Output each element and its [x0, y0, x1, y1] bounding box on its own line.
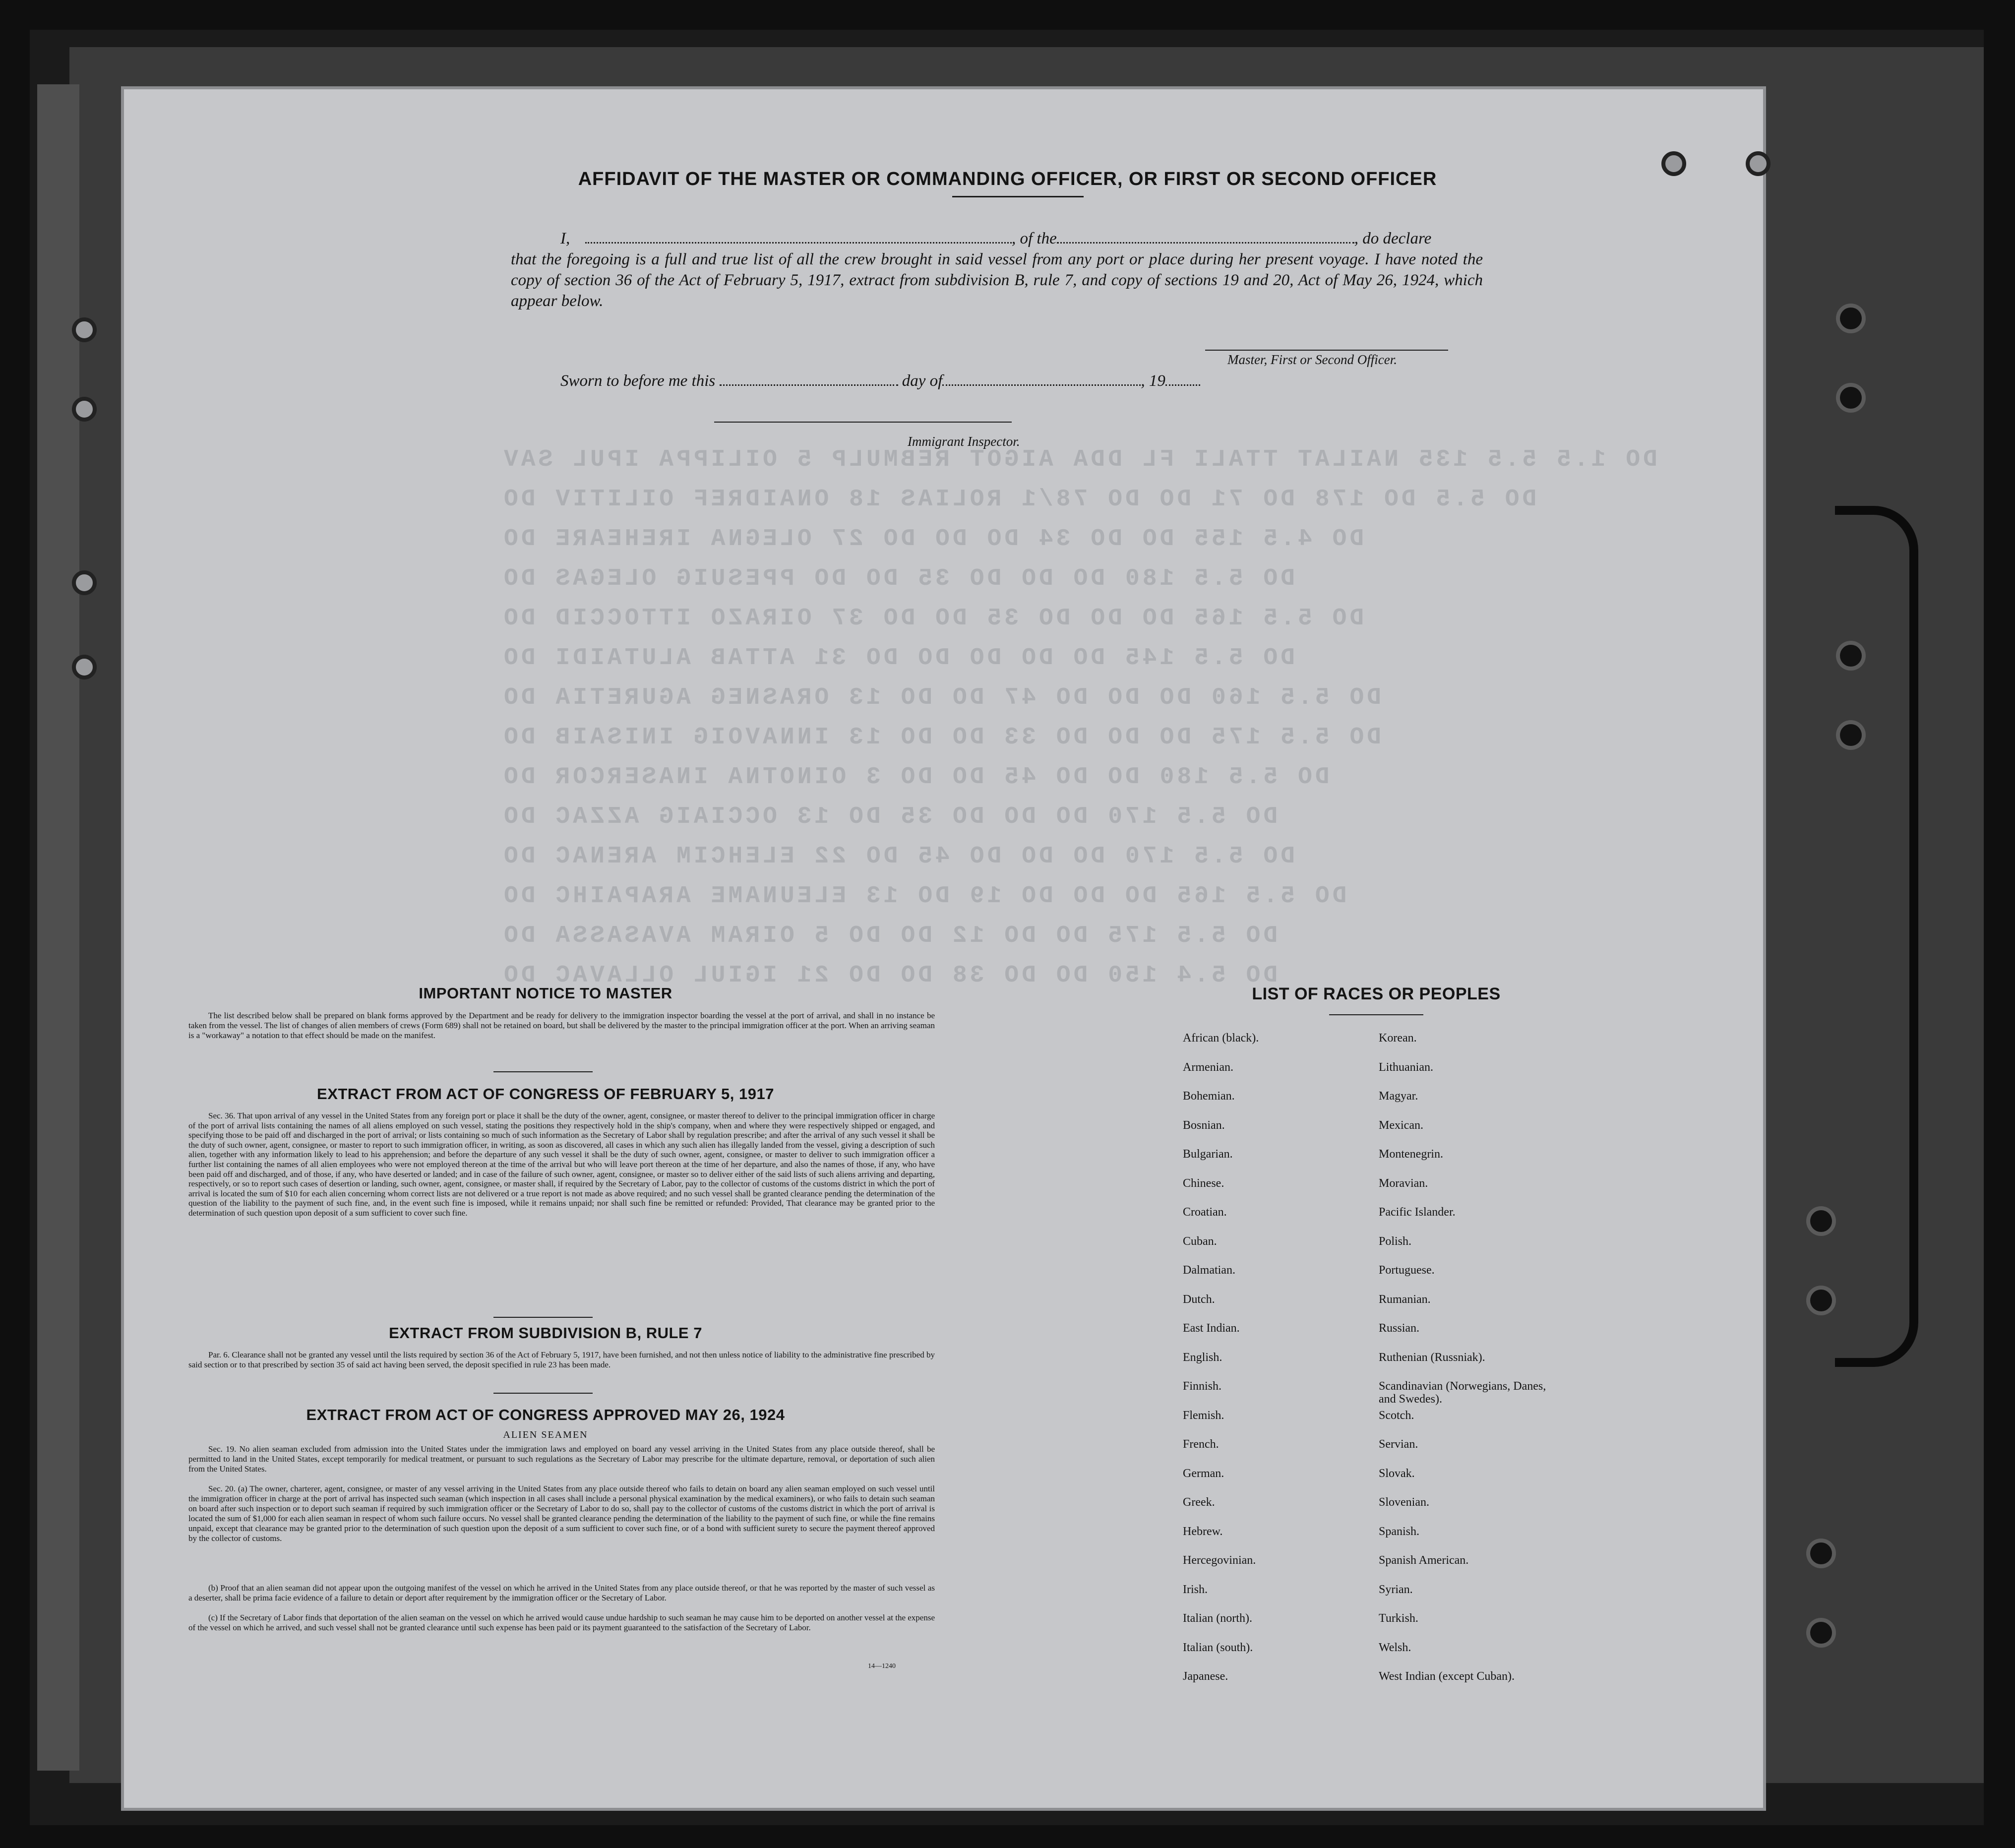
- race-item: Italian (north).: [1183, 1612, 1252, 1625]
- affidavit-declaration: [560, 227, 1483, 249]
- bleed-through-text: DO 5.5 170 DO DO DO 45 DO 22 ELEHCIM ARENAC DO: [501, 843, 1295, 870]
- binder-ring: [72, 570, 97, 595]
- race-item: Japanese.: [1183, 1670, 1228, 1683]
- master-signature-label: Master, First or Second Officer.: [1227, 352, 1397, 367]
- race-item: Hercegovinian.: [1183, 1554, 1256, 1567]
- punch-hole: [1840, 387, 1862, 409]
- races-title: LIST OF RACES OR PEOPLES: [1252, 985, 1501, 1003]
- vessel-blank[interactable]: [1057, 227, 1354, 244]
- sworn-line: [560, 370, 1255, 391]
- race-item: Rumanian.: [1379, 1293, 1431, 1306]
- extract-1917-rule: [493, 1317, 593, 1318]
- race-item: Cuban.: [1183, 1234, 1217, 1248]
- punch-hole: [1810, 1542, 1832, 1564]
- bleed-through-text: DO 5.5 180 DO DO DO 35 DO DO PPESUIG OLEGAS DO: [501, 565, 1295, 592]
- bleed-through-text: DO 5.5 160 DO DO DO 47 DO DO 13 ORASNEG AGURETIA DO: [501, 684, 1382, 711]
- race-item: Bosnian.: [1183, 1118, 1225, 1132]
- race-item: Bulgarian.: [1183, 1148, 1233, 1161]
- punch-hole: [1810, 1290, 1832, 1311]
- race-item: Italian (south).: [1183, 1641, 1253, 1654]
- bleed-through-text: DO 5.5 165 DO DO DO 19 DO 13 ELEUNAME ARAPAIHC DO: [501, 883, 1347, 910]
- race-item: East Indian.: [1183, 1322, 1240, 1335]
- race-item: Turkish.: [1379, 1612, 1418, 1625]
- race-item: Greek.: [1183, 1496, 1215, 1509]
- extract-1917-title: EXTRACT FROM ACT OF CONGRESS OF FEBRUARY 5, 1917: [317, 1085, 774, 1103]
- inspector-signature-line[interactable]: [714, 422, 1012, 423]
- bleed-through-text: DO 5.5 DO 178 DO 71 DO DO 78/1 ROLIAS 18 ONAIDREF OILITIV DO: [501, 486, 1537, 513]
- affidavit-i: I,: [560, 230, 570, 247]
- of-the-label: , of the: [1012, 230, 1057, 247]
- notice-text: The list described below shall be prepared on blank forms approved by the Department and be ready for delivery to the immigration inspector boarding the vessel at the port of arrival, and shall in no instance be taken from the vessel. The list of changes of alien members of crews (Form 689) shall not be retained on board, but shall be delivered by the master to the principal immigration officer at the port. When an arriving seaman is a "workaway" a notation to that effect should be made on the manifest.: [188, 1011, 935, 1040]
- race-item: Scotch.: [1379, 1409, 1414, 1422]
- notice-title: IMPORTANT NOTICE TO MASTER: [419, 985, 672, 1002]
- bleed-through-text: DO 5.5 175 DO DO 12 DO DO 5 OIRAM AVASASSA DO: [501, 923, 1278, 949]
- race-item: Montenegrin.: [1379, 1148, 1443, 1161]
- bleed-through-text: DO 5.5 180 DO DO 45 DO DO 3 OINOTNA INASERCOR DO: [501, 764, 1330, 791]
- race-item: Welsh.: [1379, 1641, 1411, 1654]
- binder-ring: [72, 397, 97, 422]
- race-item: French.: [1183, 1438, 1219, 1451]
- extract-rule7-rule: [493, 1393, 593, 1394]
- race-item: Hebrew.: [1183, 1525, 1223, 1538]
- extract-1924-title: EXTRACT FROM ACT OF CONGRESS APPROVED MAY 26, 1924: [306, 1406, 785, 1423]
- bleed-through-text: DO 4.5 155 DO DO 34 DO DO DO 27 OLEGNA IREHEARE DO: [501, 526, 1364, 553]
- race-item: Lithuanian.: [1379, 1060, 1433, 1074]
- race-item: Dalmatian.: [1183, 1264, 1235, 1277]
- bleed-through-text: DO 5.5 145 DO DO DO DO DO 31 ATTAB ALUTAIDI DO: [501, 645, 1295, 672]
- race-item: Bohemian.: [1183, 1090, 1235, 1103]
- affidavit-body: that the foregoing is a full and true list of all the crew brought in said vessel from any port or place during her present voyage. I have noted the copy of section 36 of the Act of February 5, 1917, extract from subdivision B, rule 7, and copy of sections 19 and 20, Act of May 26, 1924, which appear below.: [511, 250, 1483, 310]
- race-item: Armenian.: [1183, 1060, 1233, 1074]
- extract-1924-sec20a: Sec. 20. (a) The owner, charterer, agent, consignee, or master of any vessel arriving in the United States from any place outside thereof who fails to detain on board any alien seaman employed on such vessel until the immigration officer in charge at the port of arrival has inspected such seaman (which inspection in all cases shall include a personal physical examination by the medical examiners), or who fails to detain such seaman on board after such inspection or to deport such seaman if required by such immigration officer or the Secretary of Labor to do so, shall pay to the collector of customs of the customs district in which the port of arrival is located the sum of $1,000 for each alien seaman in respect of whom such failure occurs. No vessel shall be granted clearance pending the determination of the liability to the payment of such fine, or while the fine remains unpaid, except that clearance may be granted prior to the determination of such question upon the deposit of a sum sufficient to cover such fine, or of a bond with sufficient surety to secure the payment thereof approved by the collector of customs.: [188, 1484, 935, 1543]
- punch-hole: [1840, 645, 1862, 667]
- sworn-month-blank[interactable]: [942, 370, 1141, 386]
- alien-seamen-heading: ALIEN SEAMEN: [503, 1429, 588, 1440]
- race-item: Irish.: [1183, 1583, 1208, 1596]
- bleed-through-text: DO 5.5 165 DO DO DO 35 DO DO 37 OIRAZO ITTOCCID DO: [501, 605, 1364, 632]
- binder-strip: [37, 84, 79, 1771]
- bleed-through-text: DO 1.5 5.5 135 NAILAT TTALI FL DDA AIGOT REBMULP 5 OILIPPA IPUL SAV: [501, 446, 1657, 473]
- race-item: Servian.: [1379, 1438, 1418, 1451]
- race-item: Slovak.: [1379, 1467, 1415, 1480]
- extract-1917-text: Sec. 36. That upon arrival of any vessel in the United States from any foreign port or place it shall be the duty of the owner, agent, consignee, or master thereof to deliver to the principal immigration officer in charge of the port of arrival lists containing the names of all aliens employed on such vessel, stating the positions they respectively hold in the ship's company, when and where they were respectively shipped or engaged, and specifying those to be paid off and discharged in the port of arrival; or lists containing so much of such information as the Secretary of Labor shall by regulation prescribe; and after the arrival of any such vessel it shall be the duty of such owner, agent, consignee, or master to report to such immigration officer, in writing, as soon as discovered, all cases in which any such alien has illegally landed from the vessel, giving a description of such alien, together with any information likely to lead to his apprehension; and before the departure of any such vessel it shall be the duty of such owner, agent, consignee, or master to deliver to such immigration officer a further list containing the names of all alien employees who were not employed thereon at the time of the arrival but who will leave port thereon at the time of her departure, and also the names of those, if any, who have been paid off and discharged, and of those, if any, who have deserted or landed; and in case of the failure of such owner, agent, consignee, or master so to deliver either of the said lists of such aliens arriving and departing, respectively, or so to report such cases of desertion or landing, such owner, agent, consignee, or master shall, if required by the Secretary of Labor, pay to the collector of customs of the customs district in which the port of arrival is located the sum of $10 for each alien concerning whom correct lists are not delivered or a true report is not made as above required; and no such vessel shall be granted clearance pending the determination of the question of the liability to the payment of such fine, and, in the event such fine is imposed, while it remains unpaid; nor shall such fine be remitted or refunded: Provided, That clearance may be granted prior to the determination of such question upon deposit of a sum sufficient to cover such fine.: [188, 1111, 935, 1218]
- inspector-label: Immigrant Inspector.: [908, 434, 1020, 449]
- race-item: West Indian (except Cuban).: [1379, 1670, 1515, 1683]
- notice-rule: [493, 1071, 593, 1072]
- races-rule: [1329, 1014, 1423, 1015]
- race-item: Spanish.: [1379, 1525, 1420, 1538]
- race-item: Magyar.: [1379, 1090, 1418, 1103]
- race-item: Pacific Islander.: [1379, 1206, 1456, 1219]
- bleed-through-text: DO 5.5 170 DO DO DO 35 DO 13 OCCIAIG AZZAC DO: [501, 803, 1278, 830]
- race-item: Russian.: [1379, 1322, 1420, 1335]
- punch-hole: [1810, 1622, 1832, 1644]
- year-label: , 19: [1141, 372, 1165, 390]
- form-number: 14—1240: [868, 1663, 896, 1670]
- punch-hole: [1840, 308, 1862, 329]
- race-item: German.: [1183, 1467, 1224, 1480]
- extract-1924-sec20b: (b) Proof that an alien seaman did not appear upon the outgoing manifest of the vessel on which he arrived in the United States from any place outside thereof, or that he was reported by the master of such vessel as a deserter, shall be prima facie evidence of a failure to detain or deport after requirement by the immigration officer or the Secretary of Labor.: [188, 1583, 935, 1602]
- binder-ring: [72, 655, 97, 679]
- master-signature-line[interactable]: [1205, 350, 1448, 351]
- bleed-through-text: DO 5.5 175 DO DO DO 33 DO DO 13 INNAVOIG INISAIB DO: [501, 724, 1382, 751]
- affidavit-title: AFFIDAVIT OF THE MASTER OR COMMANDING OFFICER, OR FIRST OR SECOND OFFICER: [578, 169, 1437, 189]
- do-declare-label: , do declare: [1354, 230, 1432, 247]
- punch-hole: [1840, 724, 1862, 746]
- extract-1924-sec19: Sec. 19. No alien seaman excluded from admission into the United States under the immigration laws and employed on board any vessel arriving in the United States from any place outside thereof, shall be permitted to land in the United States, except temporarily for medical treatment, or pursuant to such regulations as the Secretary of Labor may prescribe for the ultimate departure, removal, or deportation of such alien from the United States.: [188, 1444, 935, 1474]
- race-item: English.: [1183, 1351, 1222, 1364]
- sworn-year-blank[interactable]: [1165, 370, 1200, 386]
- race-item: Syrian.: [1379, 1583, 1413, 1596]
- name-blank[interactable]: [585, 227, 1012, 244]
- binding-cord: [1835, 506, 1918, 1367]
- binder-ring: [72, 317, 97, 342]
- race-item: Moravian.: [1379, 1176, 1428, 1190]
- race-item: Ruthenian (Russniak).: [1379, 1351, 1485, 1364]
- race-item: Chinese.: [1183, 1176, 1224, 1190]
- punch-hole: [1810, 1210, 1832, 1232]
- document-sheet: [124, 89, 1763, 1808]
- race-item: Finnish.: [1183, 1380, 1222, 1393]
- race-item: Croatian.: [1183, 1206, 1227, 1219]
- extract-rule7-text: Par. 6. Clearance shall not be granted any vessel until the lists required by section 36 of the Act of February 5, 1917, have been furnished, and not then unless notice of liability to the administrative fine prescribed by said section or to that prescribed by section 35 of said act having been served, the deposit specified in rule 23 has been made.: [188, 1350, 935, 1369]
- race-item: Flemish.: [1183, 1409, 1224, 1422]
- race-item: Korean.: [1379, 1032, 1417, 1045]
- race-item: Portuguese.: [1379, 1264, 1435, 1277]
- race-item: Dutch.: [1183, 1293, 1215, 1306]
- race-item: Slovenian.: [1379, 1496, 1429, 1509]
- race-item: Scandinavian (Norwegians, Danes, and Swedes).: [1379, 1380, 1546, 1406]
- race-item: Spanish American.: [1379, 1554, 1469, 1567]
- extract-rule7-title: EXTRACT FROM SUBDIVISION B, RULE 7: [389, 1324, 702, 1342]
- race-item: Mexican.: [1379, 1118, 1423, 1132]
- day-of-label: day of: [902, 372, 943, 390]
- extract-1924-sec20c: (c) If the Secretary of Labor finds that deportation of the alien seaman on the vessel on which he arrived would cause undue hardship to such seaman he may cause him to be deported on another vessel at the expense of the vessel on which he arrived, and such vessel shall not be granted clearance until such expense has been paid or its payment guaranteed to the satisfaction of the Secretary of Labor.: [188, 1613, 935, 1632]
- race-item: Polish.: [1379, 1234, 1412, 1248]
- sworn-day-blank[interactable]: [720, 370, 898, 386]
- title-rule: [952, 196, 1084, 197]
- race-item: African (black).: [1183, 1032, 1259, 1045]
- bleed-through-text: DO 5.4 150 DO DO 38 DO DO 21 IGIUL OLLAVAC DO: [501, 962, 1278, 989]
- sworn-label: Sworn to before me this: [560, 372, 716, 390]
